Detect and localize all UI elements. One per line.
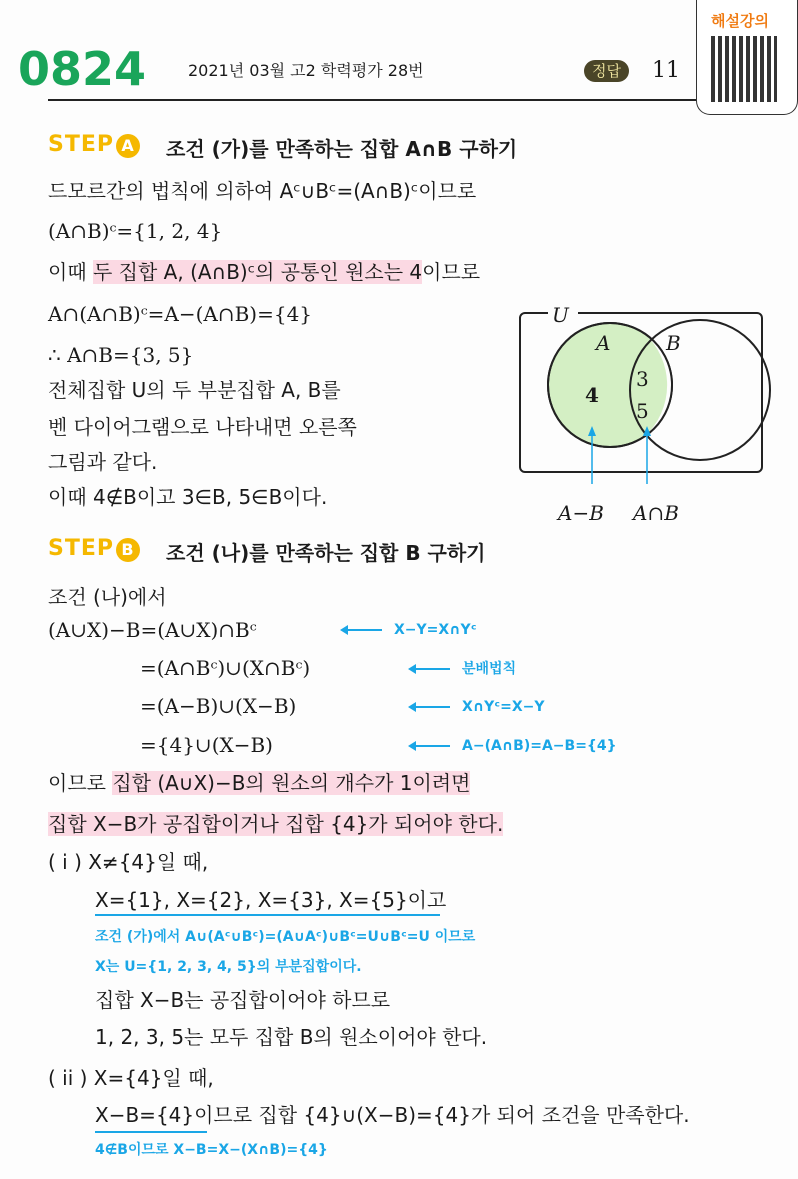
step-b-badge: STEP B	[48, 536, 140, 562]
equation-note: A−(A∩B)=A−B={4}	[410, 736, 617, 756]
venn-universe-label: U	[552, 303, 569, 327]
text-line: (A∩B)ᶜ={1, 2, 4}	[48, 219, 223, 243]
text-line: X={1}, X={2}, X={3}, X={5}이고	[95, 888, 447, 912]
underline	[95, 914, 440, 916]
text-line: 전체집합 U의 두 부분집합 A, B를	[48, 378, 341, 402]
header-divider	[48, 99, 696, 101]
step-a-badge: STEP A	[48, 132, 140, 158]
step-a-title: 조건 (가)를 만족하는 집합 A∩B 구하기	[166, 137, 518, 161]
text-line: 집합 X−B는 공집합이어야 하므로	[95, 988, 391, 1012]
label-a-minus-b: A−B	[558, 501, 604, 525]
label-a-cap-b: A∩B	[633, 501, 679, 525]
equation: ={4}∪(X−B)	[140, 733, 273, 757]
answer-badge: 정답	[584, 60, 629, 82]
text-line: X−B={4}이므로 집합 {4}∪(X−B)={4}가 되어 조건을 만족한다.	[95, 1103, 690, 1127]
answer-value: 11	[652, 58, 680, 83]
text-line: 이때 두 집합 A, (A∩B)ᶜ의 공통인 원소는 4이므로	[48, 260, 481, 284]
case-2-heading: ( ii ) X={4}일 때,	[48, 1066, 214, 1090]
venn-b-label: B	[666, 331, 681, 355]
text-line: 벤 다이어그램으로 나타내면 오른쪽	[48, 415, 357, 439]
arrow-left-icon	[410, 745, 450, 747]
text-line: A∩(A∩B)ᶜ=A−(A∩B)={4}	[48, 302, 313, 326]
venn-a-label: A	[596, 331, 611, 355]
text-line: 1, 2, 3, 5는 모두 집합 B의 원소이어야 한다.	[95, 1025, 488, 1049]
problem-source: 2021년 03월 고2 학력평가 28번	[188, 61, 424, 80]
qr-box[interactable]	[696, 0, 798, 115]
text-line: 이때 4∉B이고 3∈B, 5∈B이다.	[48, 485, 328, 509]
case-1-heading: ( i ) X≠{4}일 때,	[48, 850, 209, 874]
note: 조건 (가)에서 A∪(Aᶜ∪Bᶜ)=(A∪Aᶜ)∪Bᶜ=U∪Bᶜ=U 이므로	[95, 929, 476, 945]
text-line: 집합 X−B가 공집합이거나 집합 {4}가 되어야 한다.	[48, 812, 504, 836]
equation: =(A∩Bᶜ)∪(X∩Bᶜ)	[140, 656, 311, 680]
step-b-title: 조건 (나)를 만족하는 집합 B 구하기	[166, 541, 486, 565]
arrow-left-icon	[410, 668, 450, 670]
qr-code-icon[interactable]	[711, 36, 777, 102]
text-line: 그림과 같다.	[48, 450, 158, 474]
lecture-label: 해설강의	[711, 12, 769, 30]
venn-only-a: 4	[585, 383, 599, 407]
equation-note: X−Y=X∩Yᶜ	[342, 620, 476, 640]
text-line: 드모르간의 법칙에 의하여 Aᶜ∪Bᶜ=(A∩B)ᶜ이므로	[48, 179, 477, 203]
equation-note: X∩Yᶜ=X−Y	[410, 697, 544, 717]
note: X는 U={1, 2, 3, 4, 5}의 부분집합이다.	[95, 959, 362, 975]
note: 4∉B이므로 X−B=X−(X∩B)={4}	[95, 1142, 328, 1158]
arrow-left-icon	[410, 706, 450, 708]
underline	[95, 1131, 207, 1133]
arrow-left-icon	[342, 629, 382, 631]
equation: (A∪X)−B=(A∪X)∩Bᶜ	[48, 618, 257, 642]
text-line: ∴ A∩B={3, 5}	[48, 343, 194, 367]
text-line: 이므로 집합 (A∪X)−B의 원소의 개수가 1이려면	[48, 771, 471, 795]
problem-number: 0824	[18, 42, 147, 96]
venn-both: 3	[636, 367, 649, 391]
equation-note: 분배법칙	[410, 659, 516, 679]
text-line: 조건 (나)에서	[48, 585, 167, 609]
equation: =(A−B)∪(X−B)	[140, 694, 297, 718]
venn-both: 5	[636, 399, 649, 423]
